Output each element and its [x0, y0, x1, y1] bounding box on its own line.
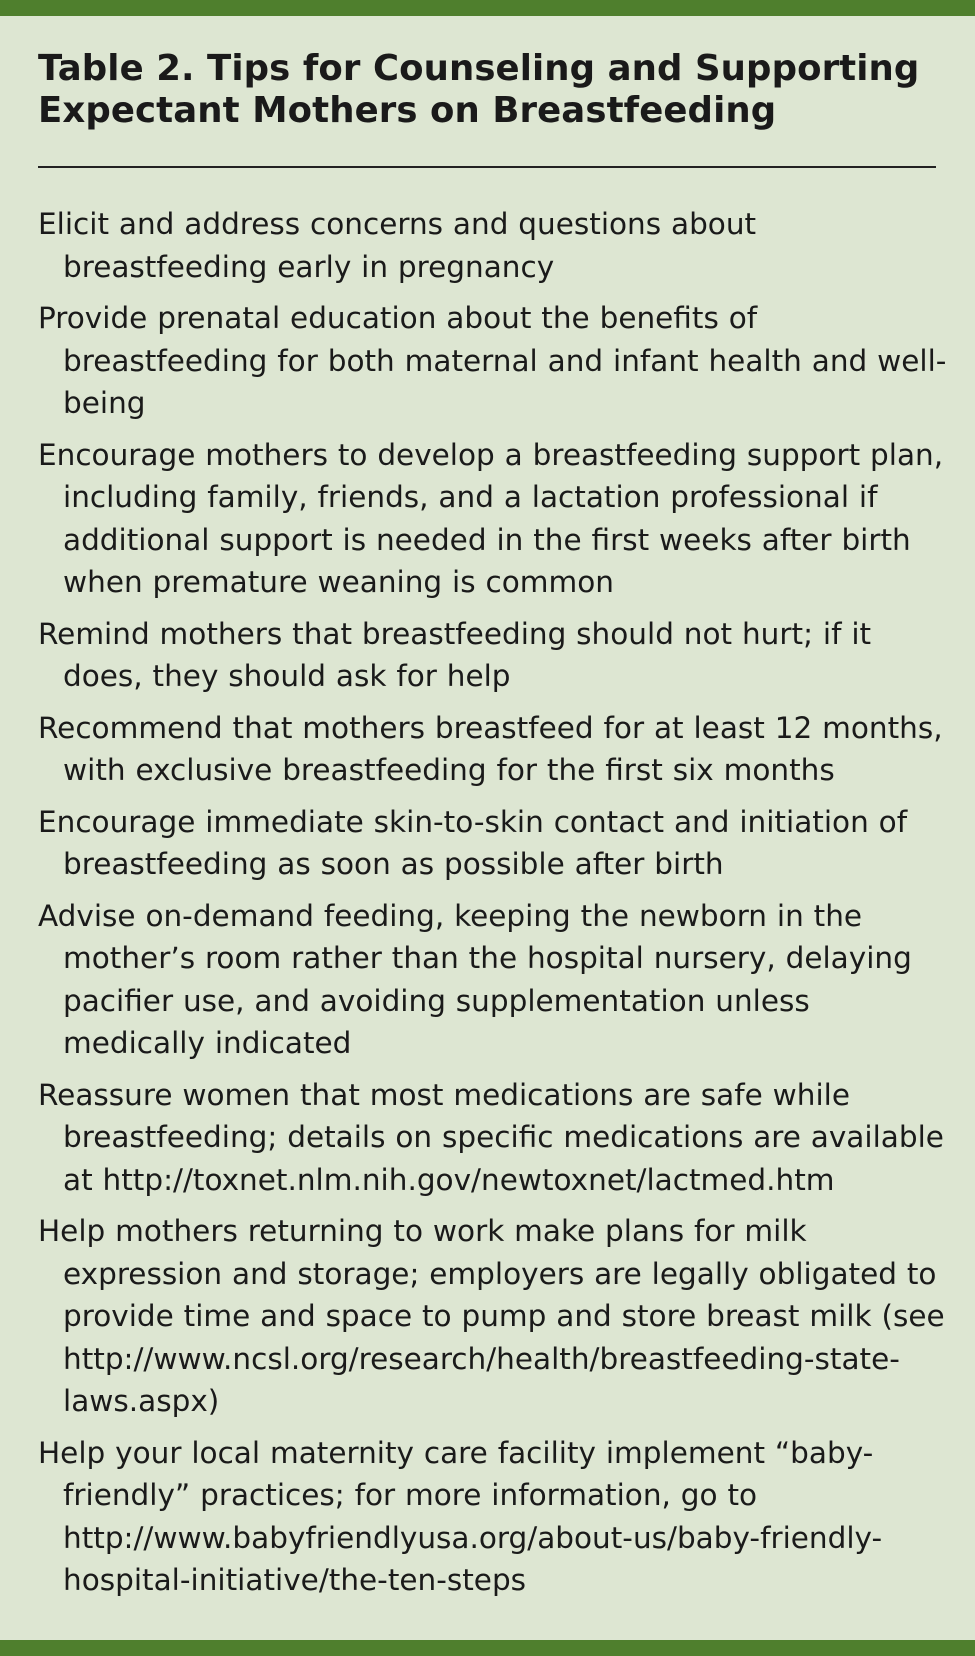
tip-item: Advise on-demand feeding, keeping the newborn in the mother’s room rather than the hospital nursery, delaying pacifier use, and avoiding supplementation unless medically indicated: [38, 898, 912, 1060]
bottom-accent-bar: [0, 1640, 975, 1656]
tip-item: Provide prenatal education about the benefits of breastfeeding for both maternal and infant health and well-being: [38, 301, 947, 420]
tip-item: Encourage immediate skin-to-skin contact and initiation of breastfeeding as soon as possible after birth: [38, 804, 908, 881]
table-title: Table 2. Tips for Counseling and Supporting Expectant Mothers on Breastfeeding: [38, 48, 920, 131]
tip-item: Help your local maternity care facility implement “baby-friendly” practices; for more information, go to http://www.babyfriendlyusa.org/about-us/baby-friendly-hospital-initiative/the-ten-steps: [38, 1435, 883, 1597]
tip-item: Remind mothers that breastfeeding should not hurt; if it does, they should ask for help: [38, 616, 872, 693]
tip-item: Reassure women that most medications are safe while breastfeeding; details on specific medications are available at http://toxnet.nlm.nih.gov/newtoxnet/lactmed.htm: [38, 1077, 944, 1197]
tip-item: Help mothers returning to work make plans for milk expression and storage; employers are legally obligated to provide time and space to pump and store breast milk (see http://www.ncsl.org/research/health/breastfeeding-state-laws.aspx): [38, 1214, 945, 1418]
top-accent-bar: [0, 0, 975, 16]
tip-item: Elicit and address concerns and questions about breastfeeding early in pregnancy: [38, 207, 757, 284]
tip-item: Recommend that mothers breastfeed for at least 12 months, with exclusive breastfeeding for the first six months: [38, 710, 943, 787]
tip-item: Encourage mothers to develop a breastfeeding support plan, including family, friends, and a lactation professional if additional support is needed in the first weeks after birth when premature weaning is common: [38, 437, 944, 599]
title-divider: [38, 166, 936, 168]
tips-list: [38, 203, 950, 1611]
